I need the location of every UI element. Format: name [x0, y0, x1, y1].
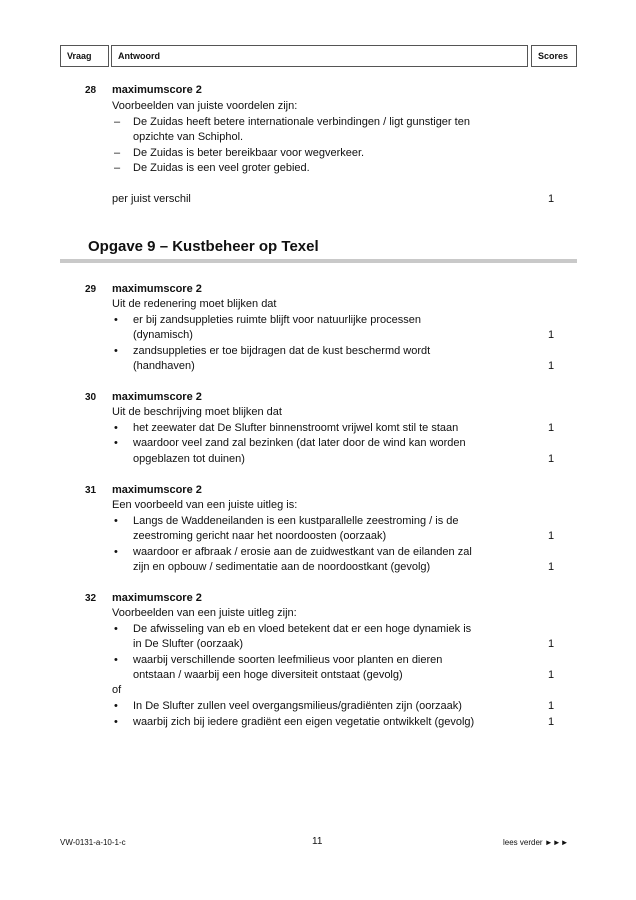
- answer-line: (handhaven): [133, 360, 195, 372]
- question-title: maximumscore 2: [112, 484, 202, 496]
- dash-marker: –: [114, 116, 121, 128]
- section-divider: [60, 259, 577, 263]
- bullet-marker: •: [114, 716, 118, 728]
- question-number: 31: [85, 485, 97, 496]
- bullet-marker: •: [114, 623, 118, 635]
- answer-line: De Zuidas is een veel groter gebied.: [133, 162, 310, 174]
- score-value: 1: [548, 193, 555, 205]
- answer-line: ontstaan / waarbij een hoge diversiteit ontstaat (gevolg): [133, 669, 403, 681]
- continue-indicator: lees verder ►►►: [503, 838, 569, 847]
- question-title: maximumscore 2: [112, 592, 202, 604]
- score-value: 1: [548, 453, 555, 465]
- question-title: maximumscore 2: [112, 391, 202, 403]
- answer-line: waardoor veel zand zal bezinken (dat later door de wind kan worden: [133, 437, 466, 449]
- bullet-marker: •: [114, 700, 118, 712]
- score-value: 1: [548, 561, 555, 573]
- answer-line: in De Slufter (oorzaak): [133, 638, 244, 650]
- column-header-antwoord: Antwoord: [111, 45, 528, 67]
- bullet-marker: •: [114, 314, 118, 326]
- score-value: 1: [548, 700, 555, 712]
- answer-line: het zeewater dat De Slufter binnenstroomt vrijwel komt stil te staan: [133, 422, 459, 434]
- question-intro: Een voorbeeld van een juiste uitleg is:: [112, 499, 298, 511]
- question-title: maximumscore 2: [112, 84, 202, 96]
- answer-line: zijn en opbouw / sedimentatie aan de noordoostkant (gevolg): [133, 561, 431, 573]
- question-intro: Uit de redenering moet blijken dat: [112, 298, 277, 310]
- question-intro: Voorbeelden van een juiste uitleg zijn:: [112, 607, 297, 619]
- answer-line: In De Slufter zullen veel overgangsmilieus/gradiënten zijn (oorzaak): [133, 700, 462, 712]
- answer-line: opzichte van Schiphol.: [133, 131, 244, 143]
- bullet-marker: •: [114, 515, 118, 527]
- answer-line: Langs de Waddeneilanden is een kustparallelle zeestroming / is de: [133, 515, 459, 527]
- answer-line: opgeblazen tot duinen): [133, 453, 245, 465]
- column-header-scores: Scores: [531, 45, 577, 67]
- column-header-vraag: Vraag: [60, 45, 109, 67]
- section-title: Opgave 9 – Kustbeheer op Texel: [88, 238, 319, 255]
- score-value: 1: [548, 360, 555, 372]
- score-value: 1: [548, 638, 555, 650]
- question-number: 29: [85, 284, 97, 295]
- question-number: 32: [85, 593, 97, 604]
- scoring-rule: per juist verschil: [112, 193, 191, 205]
- bullet-marker: •: [114, 437, 118, 449]
- score-value: 1: [548, 530, 555, 542]
- bullet-marker: •: [114, 422, 118, 434]
- answer-line: waarbij verschillende soorten leefmilieus voor planten en dieren: [133, 654, 443, 666]
- document-code: VW-0131-a-10-1-c: [60, 838, 126, 847]
- answer-line: er bij zandsuppleties ruimte blijft voor natuurlijke processen: [133, 314, 421, 326]
- bullet-marker: •: [114, 345, 118, 357]
- alternative-separator: of: [112, 684, 122, 696]
- score-value: 1: [548, 669, 555, 681]
- bullet-marker: •: [114, 546, 118, 558]
- answer-line: zeestroming gericht naar het noordoosten (oorzaak): [133, 530, 387, 542]
- dash-marker: –: [114, 147, 121, 159]
- question-number: 28: [85, 85, 97, 96]
- answer-line: De Zuidas is beter bereikbaar voor wegverkeer.: [133, 147, 365, 159]
- answer-line: waarbij zich bij iedere gradiënt een eigen vegetatie ontwikkelt (gevolg): [133, 716, 475, 728]
- answer-line: De Zuidas heeft betere internationale verbindingen / ligt gunstiger ten: [133, 116, 470, 128]
- dash-marker: –: [114, 162, 121, 174]
- question-intro: Voorbeelden van juiste voordelen zijn:: [112, 100, 298, 112]
- answer-line: waardoor er afbraak / erosie aan de zuidwestkant van de eilanden zal: [133, 546, 472, 558]
- score-value: 1: [548, 329, 555, 341]
- answer-line: zandsuppleties er toe bijdragen dat de kust beschermd wordt: [133, 345, 431, 357]
- bullet-marker: •: [114, 654, 118, 666]
- question-title: maximumscore 2: [112, 283, 202, 295]
- question-number: 30: [85, 392, 97, 403]
- question-intro: Uit de beschrijving moet blijken dat: [112, 406, 282, 418]
- score-value: 1: [548, 422, 555, 434]
- answer-line: (dynamisch): [133, 329, 193, 341]
- score-value: 1: [548, 716, 555, 728]
- answer-line: De afwisseling van eb en vloed betekent dat er een hoge dynamiek is: [133, 623, 472, 635]
- page-number: 11: [312, 836, 323, 847]
